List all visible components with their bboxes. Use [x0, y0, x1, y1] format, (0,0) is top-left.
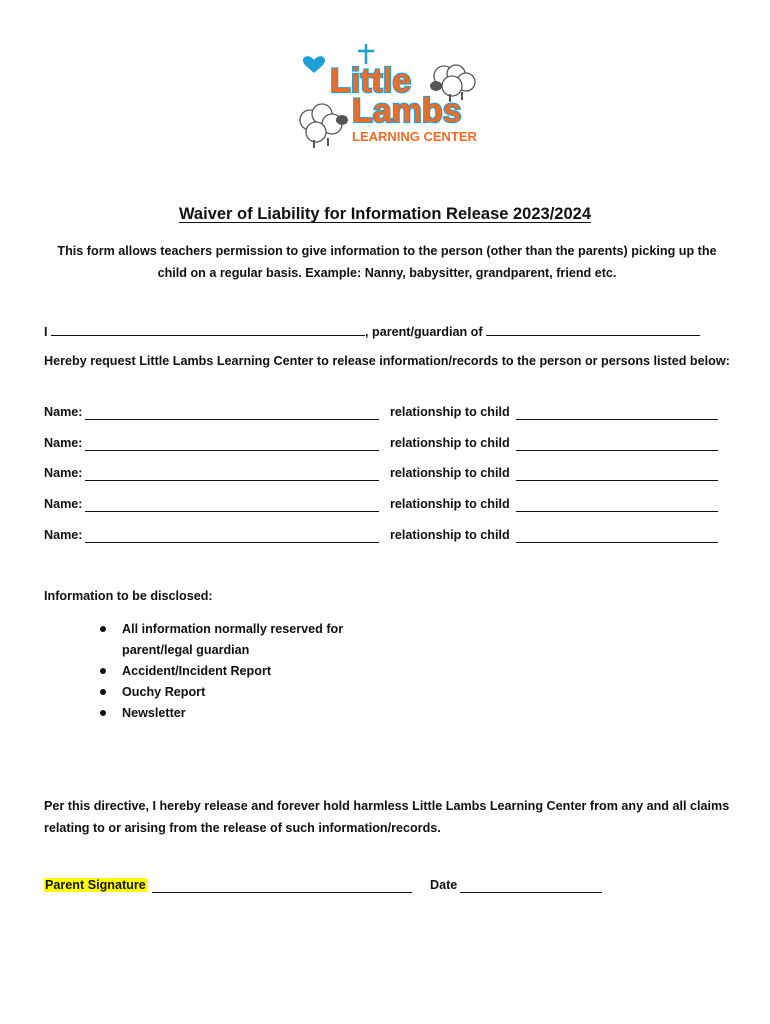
relationship-label: relationship to child — [390, 528, 510, 542]
disclosed-item-text: All information normally reserved for parent/legal guardian — [122, 622, 344, 657]
guardian-line — [44, 322, 730, 339]
relationship-field[interactable] — [516, 450, 718, 451]
logo-word-little: Little — [330, 62, 412, 100]
relationship-label: relationship to child — [390, 436, 510, 450]
person-name-field[interactable] — [85, 450, 379, 451]
relationship-label: relationship to child — [390, 497, 510, 511]
relationship-label: relationship to child — [390, 405, 510, 419]
relationship-label: relationship to child — [390, 466, 510, 480]
name-label: Name: — [44, 497, 83, 511]
relationship-field[interactable] — [516, 542, 718, 543]
bullet-icon — [100, 710, 106, 716]
parent-signature-field[interactable] — [152, 892, 412, 893]
date-field[interactable] — [460, 892, 602, 893]
logo-word-learning-center: LEARNING CENTER — [352, 129, 477, 144]
form-intro: This form allows teachers permission to give information to the person (other than the parents) picking up the child on a regular basis. Example: Nanny, babysitter, grandparent, friend etc. — [57, 244, 717, 280]
guardian-name-field[interactable] — [51, 322, 365, 336]
release-text: Per this directive, I hereby release and forever hold harmless Little Lambs Learning Center from any and all claims relating to or arising from the release of such information/records. — [44, 799, 730, 835]
authorized-person-row — [44, 436, 734, 452]
relationship-field[interactable] — [516, 480, 718, 481]
bullet-icon — [100, 689, 106, 695]
person-name-field[interactable] — [85, 480, 379, 481]
form-title: Waiver of Liability for Information Release 2023/2024 — [178, 205, 592, 223]
date-label: Date — [430, 878, 458, 892]
parent-signature-label: Parent Signature — [45, 878, 146, 892]
relationship-field[interactable] — [516, 419, 718, 420]
request-text: Hereby request Little Lambs Learning Center to release information/records to the person or persons listed below: — [44, 354, 730, 368]
person-name-field[interactable] — [85, 511, 379, 512]
authorized-person-row — [44, 466, 734, 482]
authorized-person-row — [44, 405, 734, 421]
little-lambs-logo — [294, 42, 480, 150]
child-name-field[interactable] — [486, 322, 700, 336]
relationship-field[interactable] — [516, 511, 718, 512]
name-label: Name: — [44, 405, 83, 419]
bullet-icon — [100, 626, 106, 632]
authorized-person-row — [44, 528, 734, 544]
guardian-prefix: I — [44, 325, 48, 339]
disclosed-item-text: Ouchy Report — [122, 685, 206, 699]
disclosed-item-text: Newsletter — [122, 706, 186, 720]
guardian-middle: , parent/guardian of — [365, 325, 483, 339]
logo-word-lambs: Lambs — [352, 92, 462, 130]
disclosed-item — [100, 661, 360, 682]
disclosed-item-text: Accident/Incident Report — [122, 664, 272, 678]
person-name-field[interactable] — [85, 542, 379, 543]
person-name-field[interactable] — [85, 419, 379, 420]
disclosed-title: Information to be disclosed: — [44, 589, 213, 603]
bullet-icon — [100, 668, 106, 674]
disclosed-item — [100, 703, 360, 724]
disclosed-item — [100, 682, 360, 703]
disclosed-item — [100, 619, 360, 661]
name-label: Name: — [44, 528, 83, 542]
signature-row — [44, 878, 734, 896]
name-label: Name: — [44, 466, 83, 480]
disclosed-list — [100, 619, 360, 724]
name-label: Name: — [44, 436, 83, 450]
authorized-person-row — [44, 497, 734, 513]
